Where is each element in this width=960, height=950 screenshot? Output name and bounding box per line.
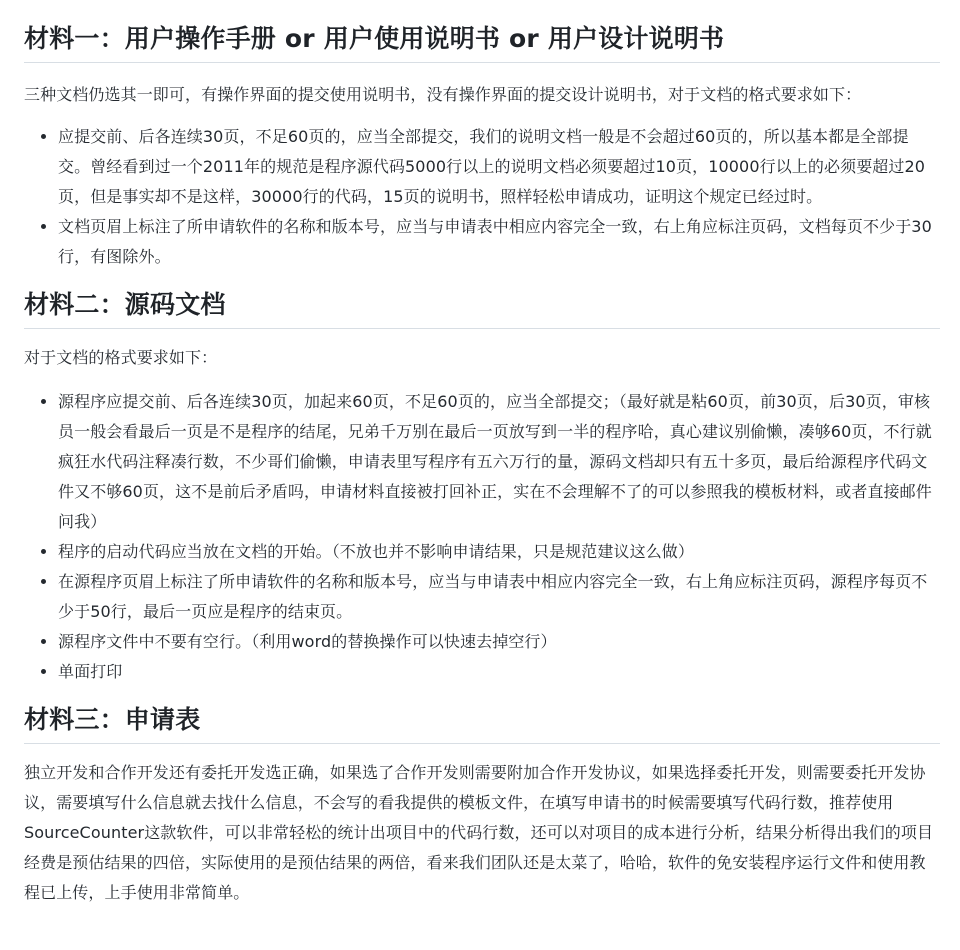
section-2-list xyxy=(24,387,940,687)
list-item: • 文档页眉上标注了所申请软件的名称和版本号，应当与申请表中相应内容完全一致，右上角应标注页码，文档每页不少于30行，有图除外。 xyxy=(58,212,940,272)
list-item: • 源程序应提交前、后各连续30页，加起来60页，不足60页的，应当全部提交；（最好就是粘60页，前30页，后30页，审核员一般会看最后一页是不是程序的结尾，兄弟千万别在最后一页放写到一半的程序哈，真心建议别偷懒，凑够60页，不行就疯狂水代码注释凑行数，不少哥们偷懒，申请表里写程序有五六万行的量，源码文档却只有五十多页，最后给源程序代码文件又不够60页，这不是前后矛盾吗，申请材料直接被打回补正，实在不会理解不了的可以参照我的模板材料，或者直接邮件问我） xyxy=(58,387,940,537)
section-2-intro: 对于文档的格式要求如下： xyxy=(24,348,218,367)
list-item: • 单面打印 xyxy=(58,657,940,687)
list-item: • 应提交前、后各连续30页，不足60页的，应当全部提交，我们的说明文档一般是不会超过60页的，所以基本都是全部提交。曾经看到过一个2011年的规范是程序源代码5000行以上的说明文档必须要超过10页，10000行以上的必须要超过20页，但是事实却不是这样，30000行的代码，15页的说明书，照样轻松申请成功，证明这个规定已经过时。 xyxy=(58,122,940,212)
section-1-heading: 材料一：用户操作手册 or 用户使用说明书 or 用户设计说明书 xyxy=(24,20,940,63)
section-3-body: 独立开发和合作开发还有委托开发选正确，如果选了合作开发则需要附加合作开发协议，如果选择委托开发，则需要委托开发协议，需要填写什么信息就去找什么信息，不会写的看我提供的模板文件，在填写申请书的时候需要填写代码行数，推荐使用SourceCounter这款软件，可以非常轻松的统计出项目中的代码行数，还可以对项目的成本进行分析，结果分析得出我们的项目经费是预估结果的四倍，实际使用的是预估结果的两倍，看来我们团队还是太菜了，哈哈，软件的免安装程序运行文件和使用教程已上传，上手使用非常简单。 xyxy=(24,763,934,902)
list-item: • 在源程序页眉上标注了所申请软件的名称和版本号，应当与申请表中相应内容完全一致，右上角应标注页码，源程序每页不少于50行，最后一页应是程序的结束页。 xyxy=(58,567,940,627)
list-item: • 程序的启动代码应当放在文档的开始。（不放也并不影响申请结果，只是规范建议这么做） xyxy=(58,537,940,567)
section-1-list xyxy=(24,122,940,272)
document-page xyxy=(24,0,940,908)
list-item: • 源程序文件中不要有空行。（利用word的替换操作可以快速去掉空行） xyxy=(58,627,940,657)
section-3-heading: 材料三：申请表 xyxy=(24,701,940,744)
section-2-heading: 材料二：源码文档 xyxy=(24,286,940,329)
section-1-intro: 三种文档仍选其一即可，有操作界面的提交使用说明书，没有操作界面的提交设计说明书，对于文档的格式要求如下： xyxy=(24,85,862,104)
